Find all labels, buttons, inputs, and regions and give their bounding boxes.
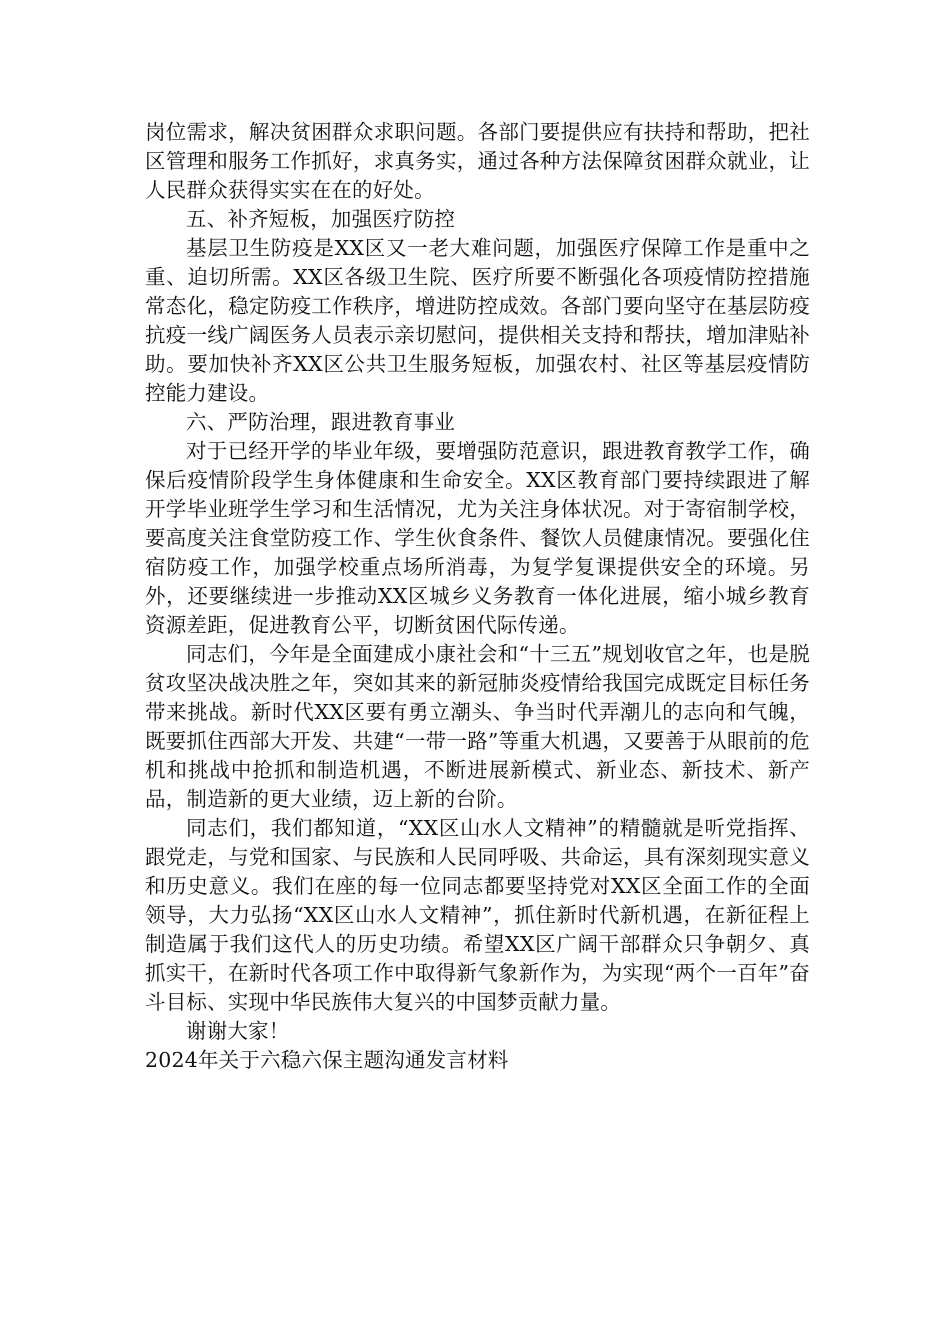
paragraph-thanks: 谢谢大家！: [186, 1019, 290, 1043]
document-body: [145, 118, 810, 1075]
paragraph-education: 对于已经开学的毕业年级，要增强防范意识，跟进教育教学工作，确保后疫情阶段学生身体健康和生命安全。XX区教育部门要持续跟进了解开学毕业班学生学习和生活情况，尤为关注身体状况。对于寄宿制学校，要高度关注食堂防疫工作、学生伙食条件、餐饮人员健康情况。要强化住宿防疫工作，加强学校重点场所消毒，为复学复课提供安全的环境。另外，还要继续进一步推动XX区城乡义务教育一体化进展，缩小城乡教育资源差距，促进教育公平，切断贫困代际传递。: [145, 439, 810, 637]
section-heading-six: 六、严防治理，跟进教育事业: [186, 410, 456, 434]
section-heading-five: 五、补齐短板，加强医疗防控: [186, 207, 456, 231]
paragraph-medical-prevention: 基层卫生防疫是XX区又一老大难问题，加强医疗保障工作是重中之重、迫切所需。XX区各级卫生院、医疗所要不断强化各项疫情防控措施常态化，稳定防疫工作秩序，增进防控成效。各部门要向坚守在基层防疫抗疫一线广阔医务人员表示亲切慰问，提供相关支持和帮扶，增加津贴补助。要加快补齐XX区公共卫生服务短板，加强农村、社区等基层疫情防控能力建设。: [145, 236, 810, 405]
document-title-line: 2024年关于六稳六保主题沟通发言材料: [145, 1048, 509, 1072]
paragraph-employment-closing: 岗位需求，解决贫困群众求职问题。各部门要提供应有扶持和帮助，把社区管理和服务工作抓好，求真务实，通过各种方法保障贫困群众就业，让人民群众获得实实在在的好处。: [145, 120, 810, 202]
paragraph-comrades-spirit: 同志们，我们都知道，“XX区山水人文精神”的精髓就是听党指挥、跟党走，与党和国家、与民族和人民同呼吸、共命运，具有深刻现实意义和历史意义。我们在座的每一位同志都要坚持党对XX区全面工作的全面领导，大力弘扬“XX区山水人文精神”，抓住新时代新机遇，在新征程上制造属于我们这代人的历史功绩。希望XX区广阔干部群众只争朝夕、真抓实干，在新时代各项工作中取得新气象新作为，为实现“两个一百年”奋斗目标、实现中华民族伟大复兴的中国梦贡献力量。: [145, 816, 810, 1014]
paragraph-comrades-this-year: 同志们，今年是全面建成小康社会和“十三五”规划收官之年，也是脱贫攻坚决战决胜之年，突如其来的新冠肺炎疫情给我国完成既定目标任务带来挑战。新时代XX区要有勇立潮头、争当时代弄潮儿的志向和气魄，既要抓住西部大开发、共建“一带一路”等重大机遇，又要善于从眼前的危机和挑战中抢抓和制造机遇，不断进展新模式、新业态、新技术、新产品，制造新的更大业绩，迈上新的台阶。: [145, 642, 810, 811]
